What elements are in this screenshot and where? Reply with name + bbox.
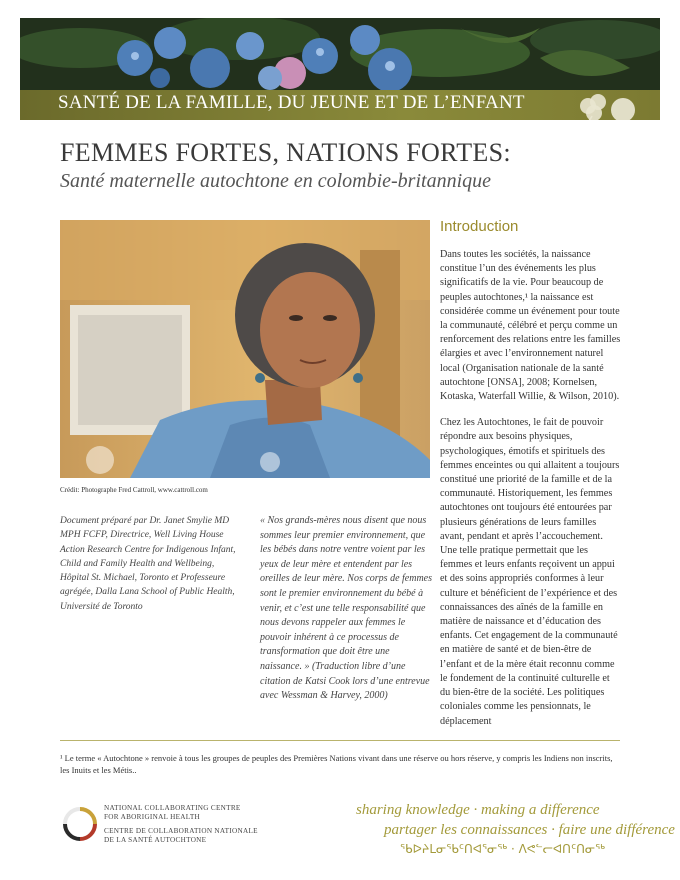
author-note: Document préparé par Dr. Janet Smylie MD MPH FCFP, Directrice, Well Living House Action Research Centre for Indigenous Infant, Child and Family Health and Wellbeing, Hôpital St. Michael, Toronto et Professeure agrégée, Dalla Lana School of Public Health, Université de Toronto: [60, 516, 236, 612]
page-subtitle: Santé maternelle autochtone en colombie-britannique: [60, 170, 492, 192]
page-title: FEMMES FORTES, NATIONS FORTES:: [60, 138, 511, 167]
tagline-english: sharing knowledge · making a difference: [356, 802, 600, 818]
pull-quote: « Nos grands-mères nous disent que nous sommes leur premier environnement, que les bébés dans notre ventre voient par les yeux de leur mère et entendent par les oreilles de leur mère. Nos corps de femmes sont le premier environnement du bébé à venir, et c’est une telle responsabilité que nous devons rappeler aux femmes le pouvoir inhérent à ce processus de transformation que doit être une naissance. » (Traduction libre d’une citation de Katsi Cook lors d’une entrevue avec Wessman & Harvey, 2000): [260, 515, 433, 702]
clover-icon: [568, 86, 638, 120]
organization-name: NATIONAL COLLABORATING CENTRE FOR ABORIGINAL HEALTH CENTRE DE COLLABORATION NATIONALE DE LA SANTÉ AUTOCHTONE: [104, 804, 258, 845]
section-heading-introduction: Introduction: [440, 218, 519, 235]
footnote-divider: [60, 740, 620, 741]
section-title: SANTÉ DE LA FAMILLE, DU JEUNE ET DE L’ENFANT: [58, 92, 525, 113]
ncch-logo-icon: [62, 806, 98, 842]
introduction-body: [440, 248, 622, 741]
paragraph: Dans toutes les sociétés, la naissance constitue l’un des événements les plus significatifs de la vie. Pour beaucoup de peuples autochtones,¹ la naissance est considérée comme un événement pour toute la communauté, célébré et perçu comme un renforcement des relations entre les familles élargies et avec l’environnement naturel local (Organisation nationale de la santé autochtone [ONSA], 2008; Kornelsen, Kotaska, Waterfall Willie, & Wilson, 2010).: [440, 249, 621, 403]
tagline-syllabics: ᖃᐅᔨᒪᓂᖃᑦᑎᐊᕐᓂᖅ · ᐱᕙᓪᓕᐊᑎᑦᑎᓂᖅ: [400, 842, 606, 856]
header-banner: [20, 18, 660, 120]
tagline-french: partager les connaissances · faire une différence: [384, 822, 675, 838]
photo-credit: Crédit: Photographe Fred Cattroll, www.cattroll.com: [60, 486, 208, 494]
footnote: ¹ Le terme « Autochtone » renvoie à tous les groupes de peuples des Premières Nations vivant dans une réserve ou hors réserve, y compris les Indiens non inscrits, les Inuits et les Métis..: [60, 753, 613, 775]
paragraph: Chez les Autochtones, le fait de pouvoir répondre aux besoins physiques, psychologiques, émotifs et spirituels des femmes enceintes ou qui allaitent a toujours constitué une priorité de la famille et de la communauté. Historiquement, les femmes autochtones ont toujours été entourées par plusieurs générations de leurs familles avant, pendant et après l’accouchement. Une telle pratique permettait que les femmes et leurs enfants reçoivent un appui et des soins appropriés conformes à leur culture et bénéficient de l’expérience et des connaissances des aînés de la famille en matière de naissance et d’éducation des enfants. Cet engagement de la communauté en matière de santé et de bien-être de l’enfant et de la mère était reconnu comme le fondement de la continuité culturelle et du bien-être de la société. Les politiques coloniales comme les pensionnats, le déplacement: [440, 417, 620, 727]
blueberry-photo: [20, 18, 660, 90]
elder-portrait-photo: [60, 220, 430, 478]
